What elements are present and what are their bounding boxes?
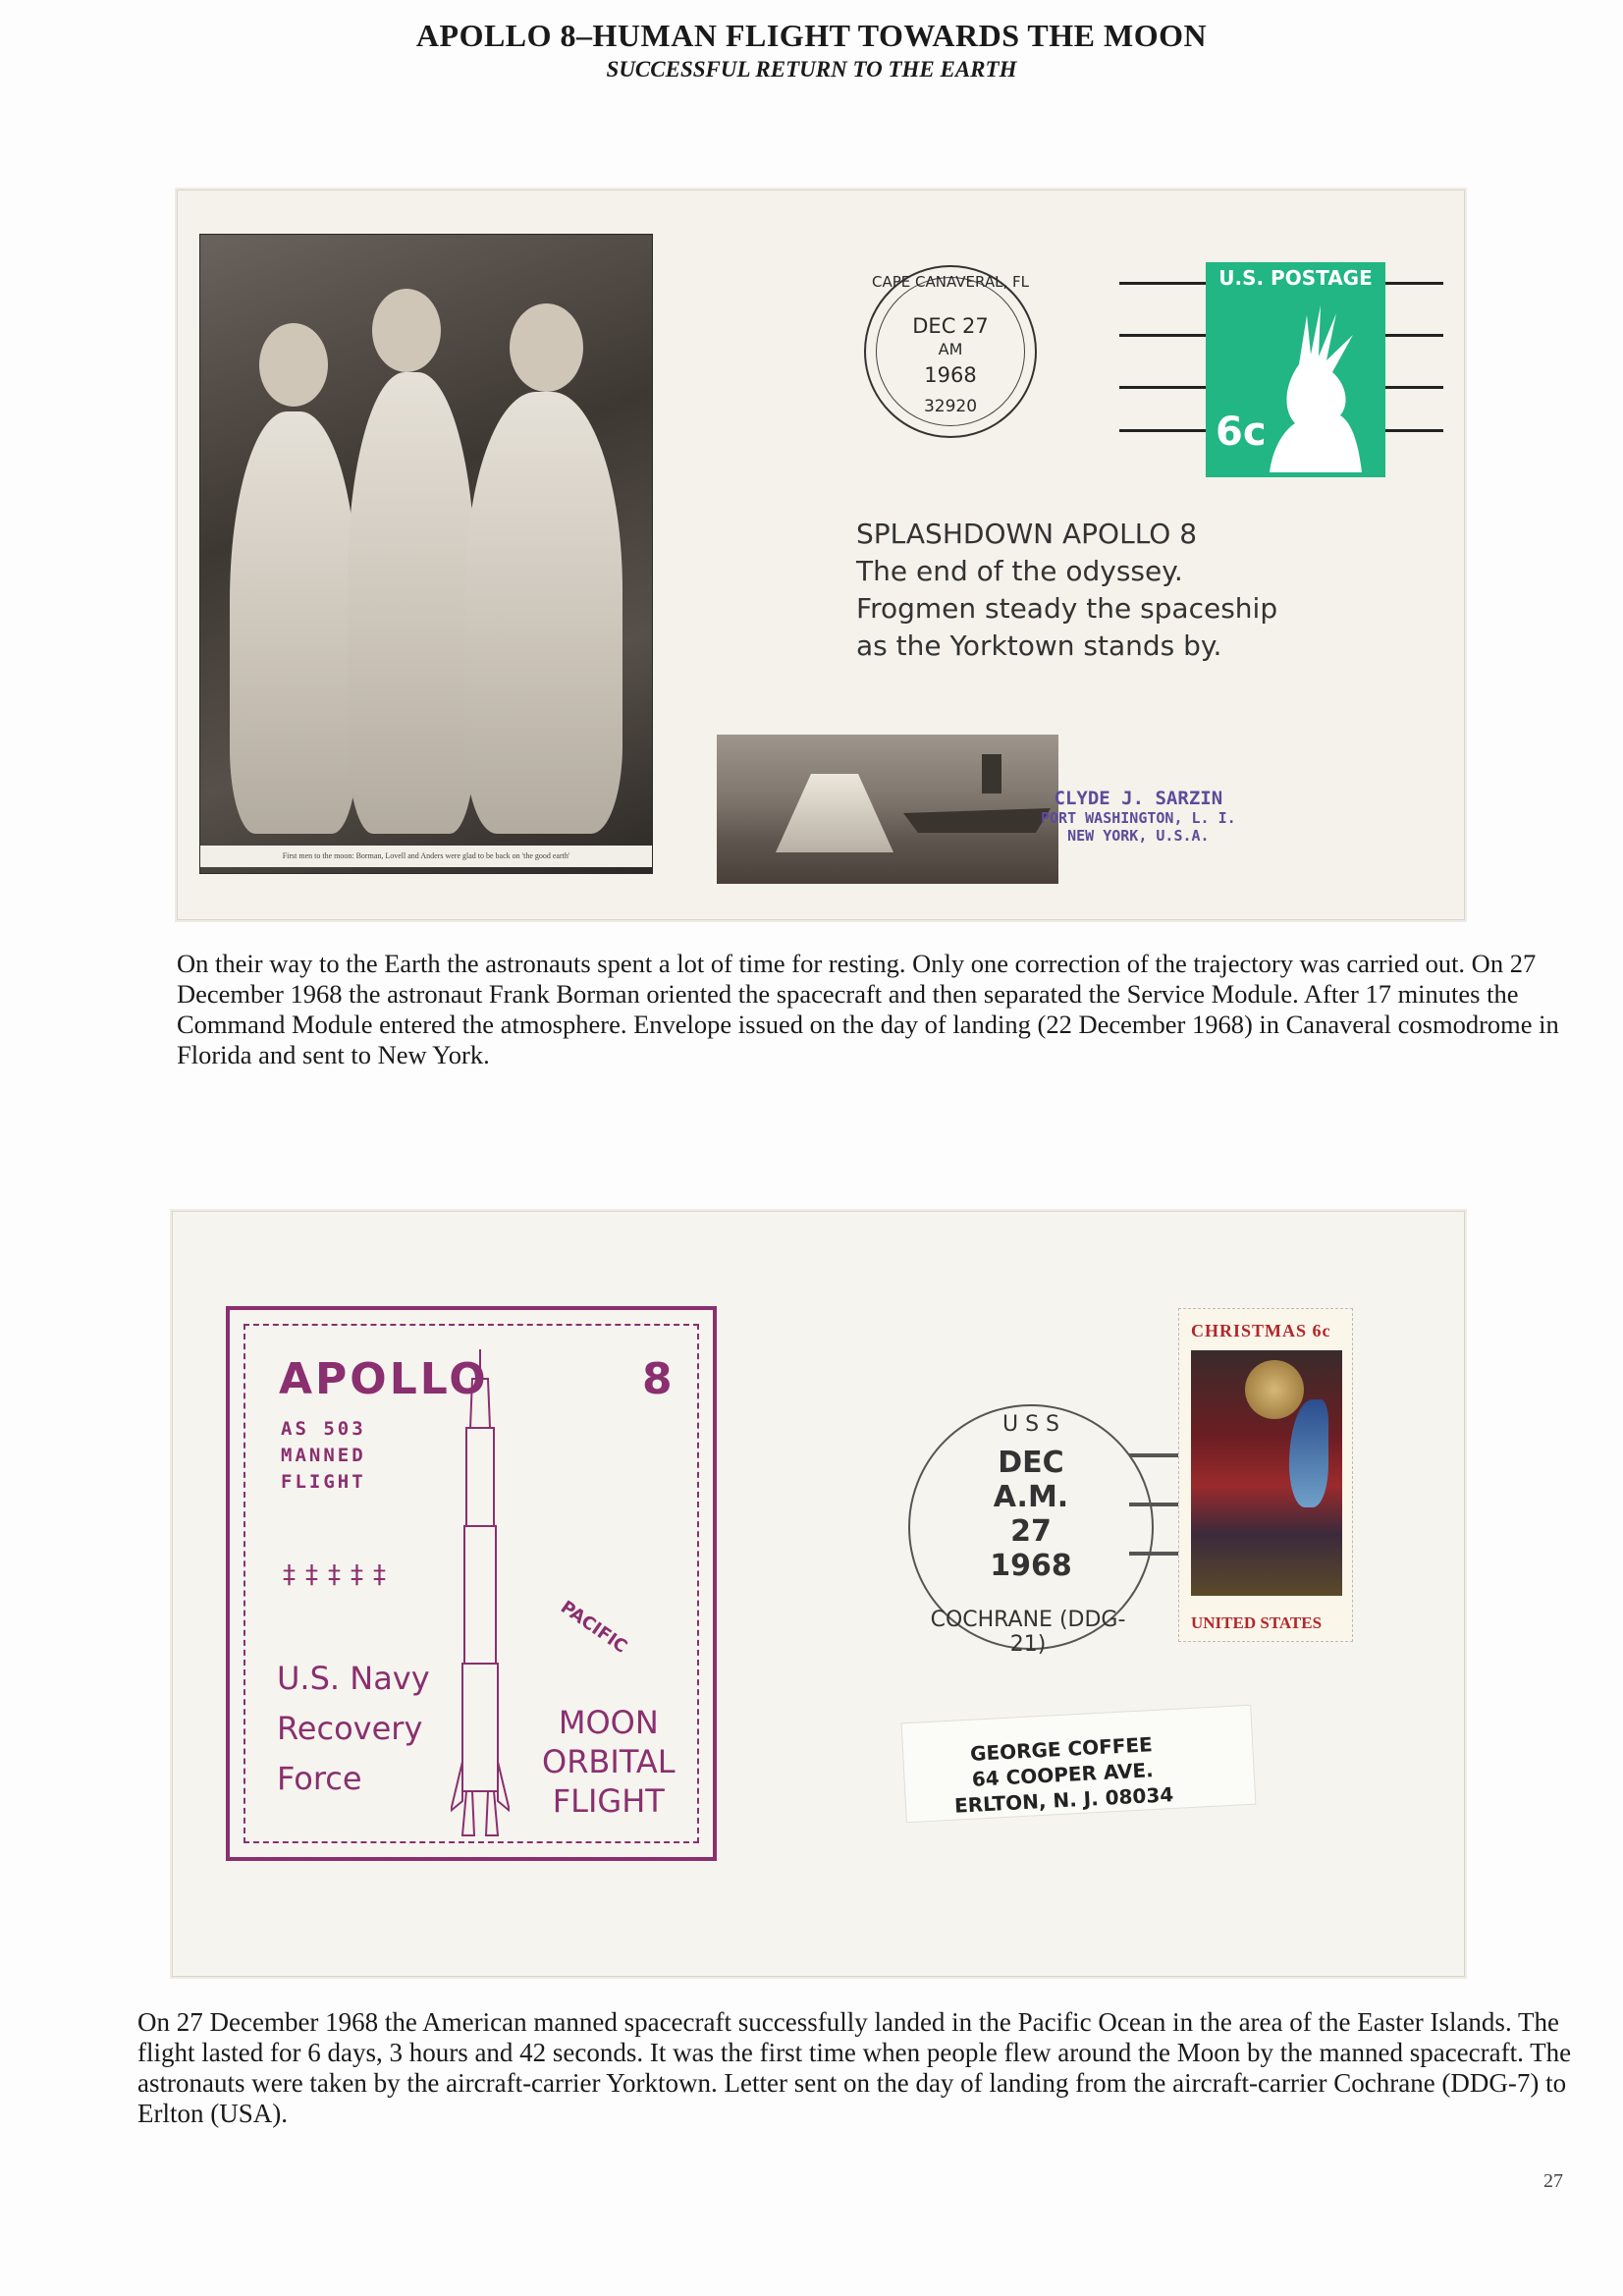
cachet-number: 8: [642, 1354, 673, 1404]
astronaut-head: [259, 323, 328, 407]
ship-tower-shape: [982, 754, 1001, 793]
astronaut-figure: [348, 372, 475, 834]
capsule-recovery-photo: [717, 735, 1058, 884]
cachet-pacific: PACIFIC: [556, 1597, 631, 1658]
postmark-cape-canaveral: [864, 265, 1037, 438]
cachet-line: as the Yorktown stands by.: [856, 629, 1222, 662]
astronaut-head: [372, 289, 441, 372]
stamp-country: UNITED STATES: [1191, 1613, 1323, 1632]
carrier-ship-shape: [903, 784, 1051, 833]
apollo-8-cachet: [226, 1306, 717, 1861]
postmark-ship: COCHRANE (DDG-21): [930, 1608, 1126, 1657]
postmark-year: 1968: [990, 1549, 1072, 1583]
cachet-navy-line: Recovery: [277, 1710, 423, 1747]
cachet-line: Frogmen steady the spaceship: [856, 592, 1278, 625]
cachet-navy-line: U.S. Navy: [277, 1660, 430, 1697]
astronauts-photo: [199, 234, 653, 874]
address-name: GEORGE COFFEE: [969, 1732, 1154, 1766]
astronaut-figure: [465, 392, 622, 834]
cachet-apollo: APOLLO: [279, 1354, 489, 1404]
page-number: 27: [1543, 2170, 1563, 2192]
address-line: ERLTON, N. J. 08034: [953, 1782, 1174, 1818]
capsule-shape: [776, 774, 893, 852]
cachet-mission-line: AS 503: [281, 1418, 366, 1440]
address-line: NEW YORK, U.S.A.: [1067, 827, 1210, 845]
address-name: CLYDE J. SARZIN: [1054, 788, 1223, 809]
astronaut-figure: [230, 411, 357, 834]
stamp-header: CHRISTMAS 6c: [1191, 1321, 1331, 1340]
postmark-zip: 32920: [923, 397, 978, 416]
page-subtitle: SUCCESSFUL RETURN TO THE EARTH: [606, 57, 1017, 82]
postmark-city: CAPE CANAVERAL, FL: [872, 273, 1029, 291]
address-block-2: [877, 1719, 1250, 1838]
stamp-header: U.S. POSTAGE: [1218, 266, 1373, 290]
postmark-date: DEC 27: [912, 314, 989, 338]
description-paragraph-1: On their way to the Earth the astronauts spent a lot of time for resting. Only one correction of the trajectory was carried out. On 27 December 1968 the astronaut Frank Borman oriented the spacecraft and then separated the Service Module. After 17 minutes the Command Module entered the atmosphere. Envelope issued on the day of landing (22 December 1968) in Canaveral cosmodrome in Florida and sent to New York.: [177, 949, 1559, 1069]
stamp-christmas: [1178, 1308, 1353, 1642]
cachet-ornament: ‡‡‡‡‡: [283, 1560, 396, 1590]
postmark-uss-cochrane: [908, 1404, 1154, 1657]
cachet-moon-line: MOON: [558, 1704, 659, 1741]
cachet-navy-line: Force: [277, 1760, 362, 1797]
postmark-year: 1968: [924, 363, 977, 387]
postmark-ampm: AM: [938, 340, 963, 358]
cachet-moon-lines: [542, 1703, 676, 1821]
splashdown-cachet-text: [856, 516, 1277, 665]
cachet-mission-lines: [281, 1416, 366, 1496]
astronaut-head: [510, 303, 583, 392]
stamp-value: 6c: [1216, 410, 1267, 455]
cachet-navy-lines: [277, 1654, 430, 1804]
postmark-top: U S S: [1001, 1412, 1060, 1437]
address-line: 64 COOPER AVE.: [971, 1758, 1155, 1791]
page-title: APOLLO 8–HUMAN FLIGHT TOWARDS THE MOON: [415, 18, 1208, 53]
cachet-mission-line: FLIGHT: [281, 1471, 366, 1493]
cachet-mission-line: MANNED: [281, 1445, 366, 1466]
address-line: PORT WASHINGTON, L. I.: [1041, 809, 1236, 827]
halo-shape: [1245, 1360, 1304, 1419]
description-paragraph-2: On 27 December 1968 the American manned spacecraft successfully landed in the Pacific Ocean in the area of the Easter Islands. The flight lasted for 6 days, 3 hours and 42 seconds. It was the first time when people flew around the Moon by the manned spacecraft. The astronauts were taken by the aircraft-carrier Yorktown. Letter sent on the day of landing from the aircraft-carrier Cochrane (DDG-7) to Erlton (USA).: [137, 2007, 1572, 2128]
postmark-month: DEC: [998, 1446, 1064, 1480]
cachet-line: The end of the odyssey.: [856, 555, 1183, 587]
cachet-moon-line: ORBITAL: [542, 1743, 676, 1780]
address-block-1: [1041, 788, 1236, 845]
stamp-us-postage: [1206, 262, 1385, 477]
saturn-v-rocket-icon: [451, 1349, 510, 1840]
angel-painting-image: [1191, 1350, 1342, 1596]
cachet-moon-line: FLIGHT: [552, 1782, 665, 1820]
postmark-day: 27: [1010, 1514, 1052, 1549]
wing-shape: [1289, 1399, 1328, 1507]
cachet-line: SPLASHDOWN APOLLO 8: [856, 518, 1198, 550]
photo-caption: First men to the moon: Borman, Lovell and Anders were glad to be back on 'the good earth': [200, 846, 652, 867]
liberty-silhouette-icon: [1260, 296, 1368, 472]
postmark-ampm: A.M.: [993, 1480, 1069, 1514]
